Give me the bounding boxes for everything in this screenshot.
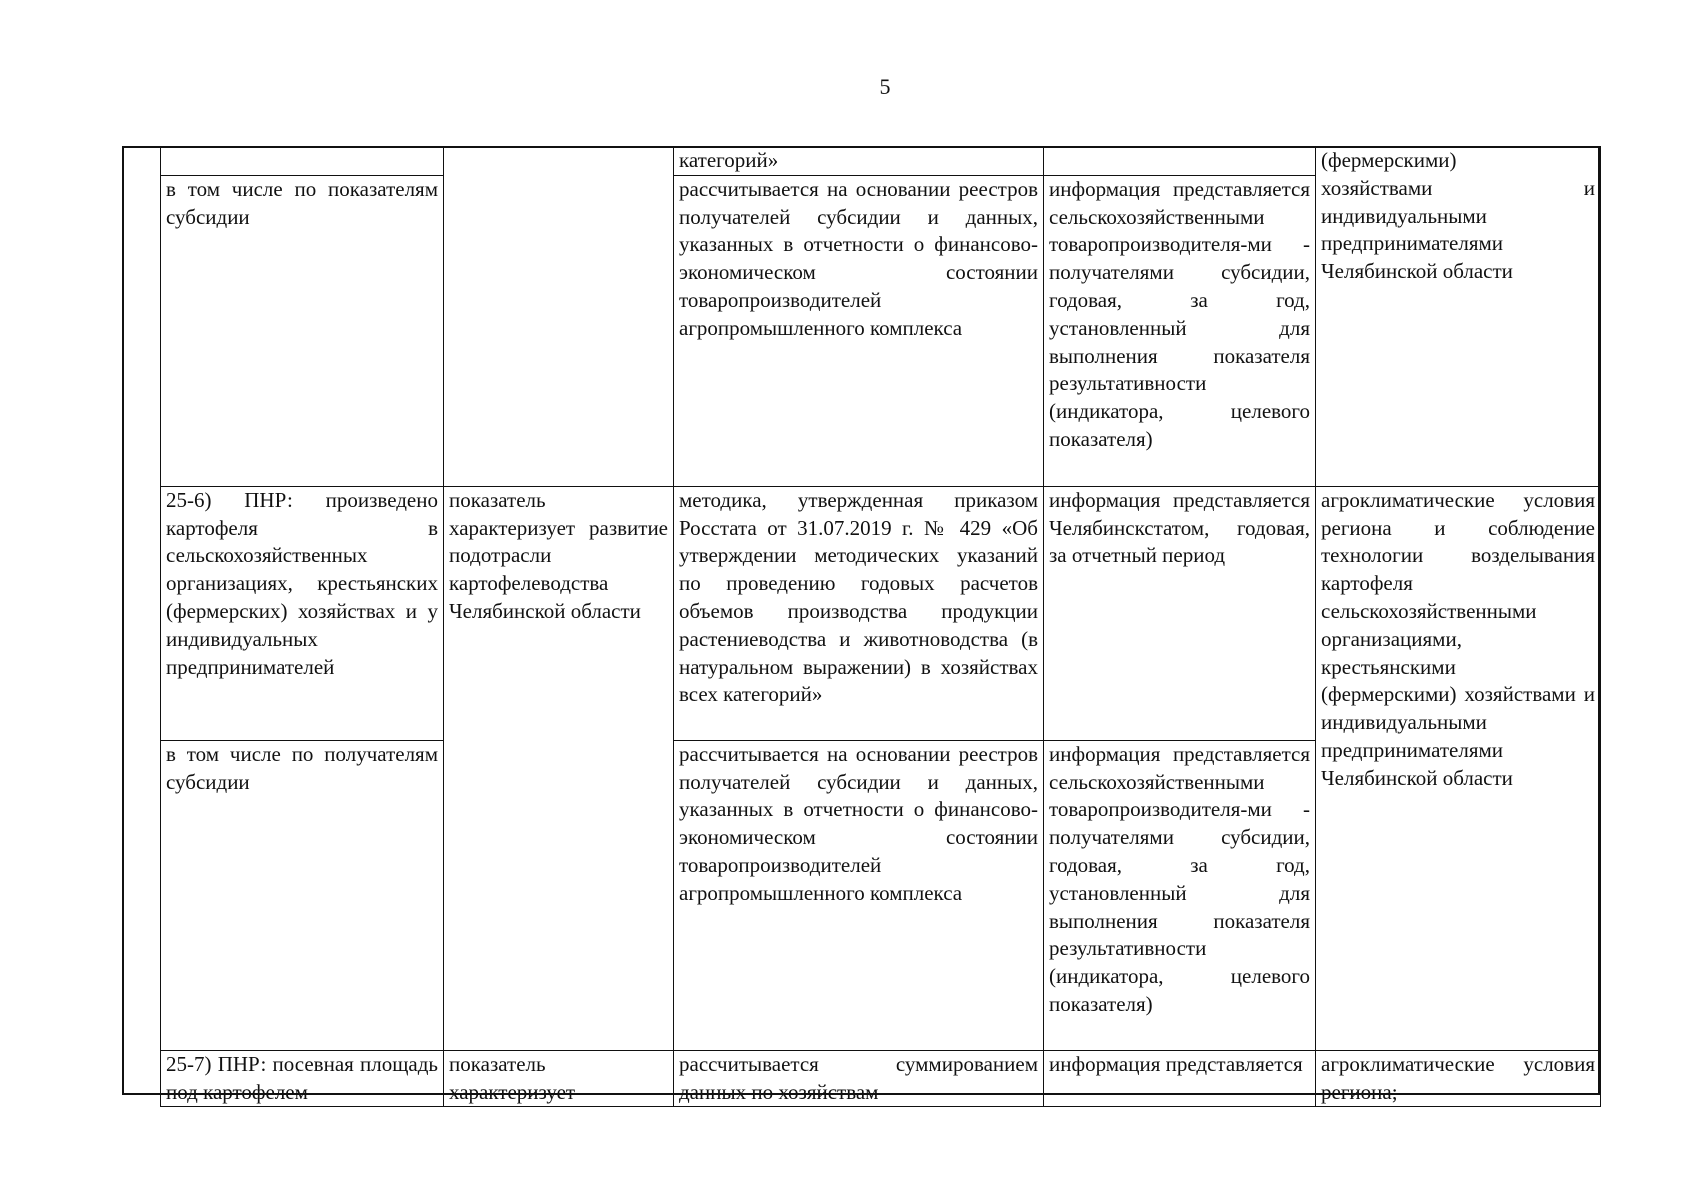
table-cell: информация представляется Челябинскстатом, годовая, за отчетный период [1044, 486, 1316, 740]
page-number: 5 [879, 74, 891, 99]
table-row [161, 147, 1601, 176]
table-cell: в том числе по показателям субсидии [161, 175, 444, 486]
table-cell: рассчитывается суммированием данных по хозяйствам - [674, 1050, 1044, 1107]
table-cell: категорий» [674, 147, 1044, 176]
indicator-table [160, 146, 1601, 1107]
table-row [161, 486, 1601, 740]
table-cell: в том числе по получателям субсидии [161, 740, 444, 1050]
table-cell: информация представляется [1044, 1050, 1316, 1107]
table-cell [1044, 147, 1316, 176]
table-cell: 25-7) ПНР: посевная площадь под картофелем [161, 1050, 444, 1107]
table-cell: информация представляется сельскохозяйственными товаропроизводителя-ми - получателями субсидии, годовая, за год, установленный для выполнения показателя результативности (индикатора, целевого показателя) [1044, 740, 1316, 1050]
table-cell: рассчитывается на основании реестров получателей субсидии и данных, указанных в отчетности о финансово-экономическом состоянии товаропроизводителей агропромышленного комплекса [674, 740, 1044, 1050]
table-cell: показатель характеризует развитие подотрасли картофелеводства Челябинской области [444, 486, 674, 1050]
table-cell [444, 147, 674, 487]
table-cell: рассчитывается на основании реестров получателей субсидии и данных, указанных в отчетности о финансово-экономическом состоянии товаропроизводителей агропромышленного комплекса [674, 175, 1044, 486]
table-cell: информация представляется сельскохозяйственными товаропроизводителя-ми - получателями субсидии, годовая, за год, установленный для выполнения показателя результативности (индикатора, целевого показателя) [1044, 175, 1316, 486]
table-cell: методика, утвержденная приказом Росстата от 31.07.2019 г. № 429 «Об утверждении методических указаний по проведению годовых расчетов объемов производства продукции растениеводства и животноводства (в натуральном выражении) в хозяйствах всех категорий» [674, 486, 1044, 740]
table-row [161, 1050, 1601, 1107]
table-cell: (фермерскими) хозяйствами и индивидуальными предпринимателями Челябинской области [1316, 147, 1601, 487]
table-cell: агроклиматические условия региона; [1316, 1050, 1601, 1107]
table-cell: агроклиматические условия региона и соблюдение технологии возделывания картофеля сельскохозяйственными организациями, крестьянскими (фермерскими) хозяйствами и индивидуальными предпринимателями Челябинской области [1316, 486, 1601, 1050]
table-cell: показатель характеризует [444, 1050, 674, 1107]
table-cell [161, 147, 444, 176]
table-cell: 25-6) ПНР: произведено картофеля в сельскохозяйственных организациях, крестьянских (фермерских) хозяйствах и у индивидуальных предпринимателей [161, 486, 444, 740]
